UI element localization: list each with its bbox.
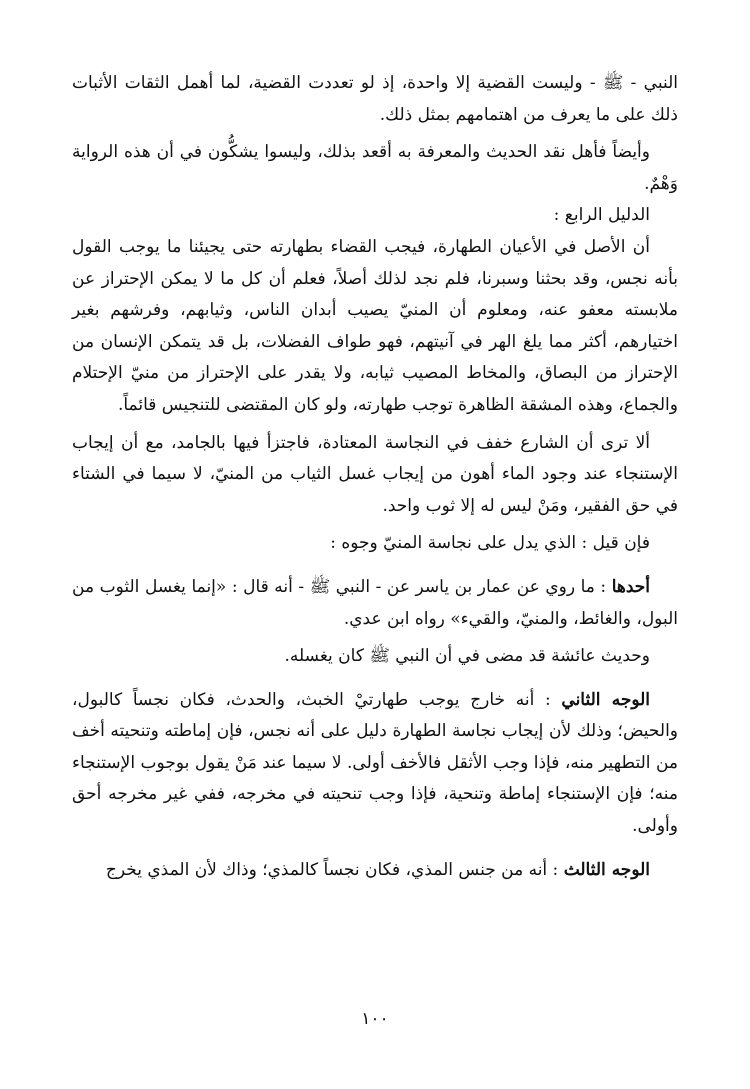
paragraph-second-aspect bbox=[72, 685, 678, 843]
third-aspect-label: الوجه الثالث bbox=[563, 859, 650, 880]
paragraph-hadith-critics: وأيضاً فأهل نقد الحديث والمعرفة به أقعد بذلك، وليسوا يشكُّون في أن هذه الرواية وَهْمٌ. bbox=[72, 142, 678, 194]
second-aspect-label: الوجه الثاني bbox=[561, 689, 651, 710]
paragraph-continuation: النبي - ﷺ - وليست القضية إلا واحدة، إذ لو تعددت القضية، لما أهمل الثقات الأثبات ذلك على ما يعرف من اهتمامهم بمثل ذلك. bbox=[72, 73, 678, 125]
paragraph-first-aspect bbox=[72, 572, 678, 635]
paragraph-purity-principle: أن الأصل في الأعيان الطهارة، فيجب القضاء بطهارته حتى يجيئنا ما يوجب القول بأنه نجس، وقد بحثنا وسبرنا، فلم نجد لذلك أصلاً، فعلم أن كل ما لا يمكن الإحتراز عن ملابسته معفو عنه، ومعلوم أن المنيّ يصيب أبدان الناس، وثيابهم، وفرشهم بغير اختيارهم، أكثر مما يلغ الهر في آنيتهم، فهو طواف الفضلات، بل قد يتمكن الإنسان من الإحتراز من البصاق، والمخاط المصيب ثيابه، ولا يقدر على الإحتراز من منيّ الإحتلام والجماع، وهذه المشقة الظاهرة توجب طهارته، ولو كان المقتضى للتنجيس قائماً. bbox=[72, 236, 678, 415]
second-aspect-text: : أنه خارج يوجب طهارتيْ الخبث، والحدث، فكان نجساً كالبول، والحيض؛ وذلك لأن إيجاب نجاسة الطهارة دليل على أنه نجس، فإن إماطته وتنحيته أخف من التطهير منه، فإذا وجب الأثقل فالأخف أولى. لا سيما عند مَنْ يقول بوجوب الإستنجاء منه؛ فإن الإستنجاء إماطة وتنحية، فإذا وجب تنحيته في مخرجه، ففي غير مخرجه أحق وأولى. bbox=[72, 689, 678, 837]
first-aspect-label: أحدها bbox=[611, 576, 650, 597]
page-number: ١٠٠ bbox=[361, 1009, 389, 1029]
paragraph-third-aspect bbox=[72, 855, 678, 887]
page-body-text bbox=[72, 68, 678, 886]
first-aspect-text: : ما روي عن عمار بن ياسر عن - النبي ﷺ - أنه قال : «إنما يغسل الثوب من البول، والغائط، والمنيّ، والقيء» رواه ابن عدي. bbox=[72, 576, 678, 629]
third-aspect-text: : أنه من جنس المذي، فكان نجساً كالمذي؛ وذاك لأن المذي يخرج bbox=[105, 859, 559, 880]
section-heading-evidence-four: الدليل الرابع : bbox=[553, 205, 650, 226]
paragraph-objection-intro: فإن قيل : الذي يدل على نجاسة المنيّ وجوه : bbox=[330, 533, 650, 554]
paragraph-aisha-hadith: وحديث عائشة قد مضى في أن النبي ﷺ كان يغسله. bbox=[284, 646, 650, 667]
paragraph-legislator-eased: ألا ترى أن الشارع خفف في النجاسة المعتادة، فاجتزأ فيها بالجامد، مع أن إيجاب الإستنجاء عند وجود الماء أهون من إيجاب غسل الثياب من المنيّ، لا سيما في الشتاء في حق الفقير، ومَنْ ليس له إلا ثوب واحد. bbox=[72, 432, 678, 516]
